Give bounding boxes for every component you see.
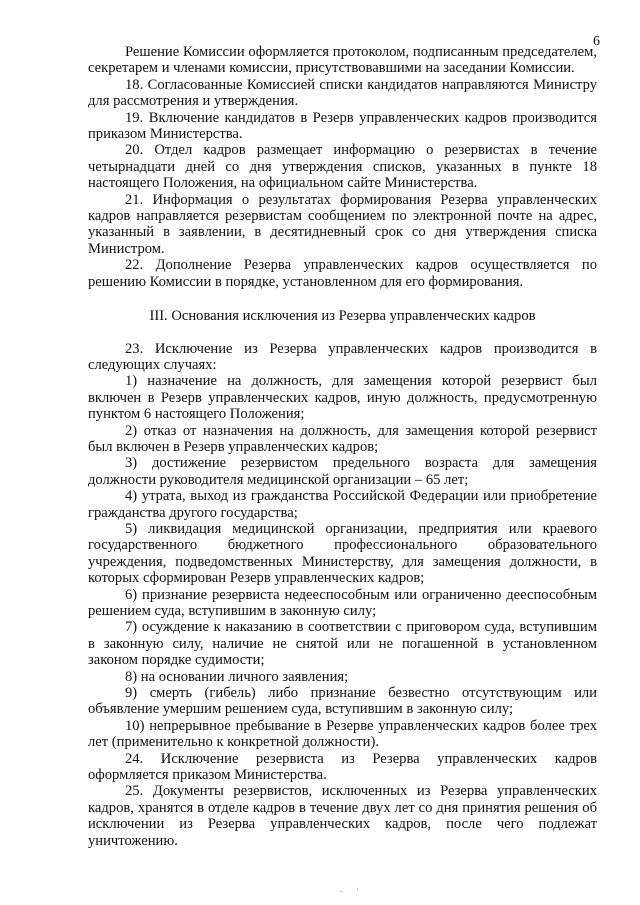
scan-speck: . · (340, 885, 365, 894)
list-item-3: 3) достижение резервистом предельного возраста для замещения должности руководителя медицинской организации – 65 лет; (88, 455, 597, 488)
list-item-8: 8) на основании личного заявления; (125, 668, 349, 685)
paragraph-protocol: Решение Комиссии оформляется протоколом, подписанным председателем, секретарем и членами комиссии, присутствовавшими на заседании Комиссии. (88, 44, 597, 77)
page-number: 6 (593, 34, 600, 49)
paragraph-22: 22. Дополнение Резерва управленческих кадров осуществляется по решению Комиссии в порядке, установленном для его формирования. (88, 257, 597, 290)
paragraph-23: 23. Исключение из Резерва управленческих кадров производится в следующих случаях: (88, 340, 597, 373)
paragraph-19: 19. Включение кандидатов в Резерв управленческих кадров производится приказом Министерства. (88, 109, 597, 143)
list-item-9: 9) смерть (гибель) либо признание безвестно отсутствующим или объявление умершим решением суда, вступившим в законную силу; (88, 685, 597, 718)
paragraph-20: 20. Отдел кадров размещает информацию о резервистах в течение четырнадцати дней со дня утверждения списков, указанных в пункте 18 настоящего Положения, на официальном сайте Министерства. (88, 142, 597, 192)
list-item-1: 1) назначение на должность, для замещения которой резервист был включен в Резерв управленческих кадров, иную должность, предусмотренную пунктом 6 настоящего Положения; (88, 373, 597, 423)
paragraph-24: 24. Исключение резервиста из Резерва управленческих кадров оформляется приказом Министерства. (88, 750, 597, 784)
paragraph-18: 18. Согласованные Комиссией списки кандидатов направляются Министру для рассмотрения и утверждения. (88, 76, 597, 110)
list-item-10: 10) непрерывное пребывание в Резерве управленческих кадров более трех лет (применительно к конкретной должности). (88, 717, 597, 751)
document-body (88, 44, 597, 849)
section-heading: III. Основания исключения из Резерва управленческих кадров (149, 308, 536, 325)
list-item-4: 4) утрата, выход из гражданства Российской Федерации или приобретение гражданства другого государства; (88, 488, 597, 521)
paragraph-25: 25. Документы резервистов, исключенных из Резерва управленческих кадров, хранятся в отделе кадров в течение двух лет со дня принятия решения об исключении из Резерва управленческих кадров, после чего подлежат уничтожению. (88, 783, 597, 849)
list-item-6: 6) признание резервиста недееспособным или ограниченно дееспособным решением суда, вступившим в законную силу; (88, 586, 597, 619)
paragraph-21: 21. Информация о результатах формирования Резерва управленческих кадров направляется резервистам сообщением по электронной почте на адрес, указанный в заявлении, в десятидневный срок со дня утверждения списка Министром. (88, 191, 597, 257)
list-item-2: 2) отказ от назначения на должность, для замещения которой резервист был включен в Резерв управленческих кадров; (88, 422, 597, 455)
list-item-7: 7) осуждение к наказанию в соответствии с приговором суда, вступившим в законную силу, наличие не снятой или не погашенной в установленном законом порядке судимости; (88, 619, 597, 669)
list-item-5: 5) ликвидация медицинской организации, предприятия или краевого государственного бюджетного профессионального образовательного учреждения, подведомственных Министерству, для замещения должности, в которых сформирован Резерв управленческих кадров; (88, 520, 597, 587)
